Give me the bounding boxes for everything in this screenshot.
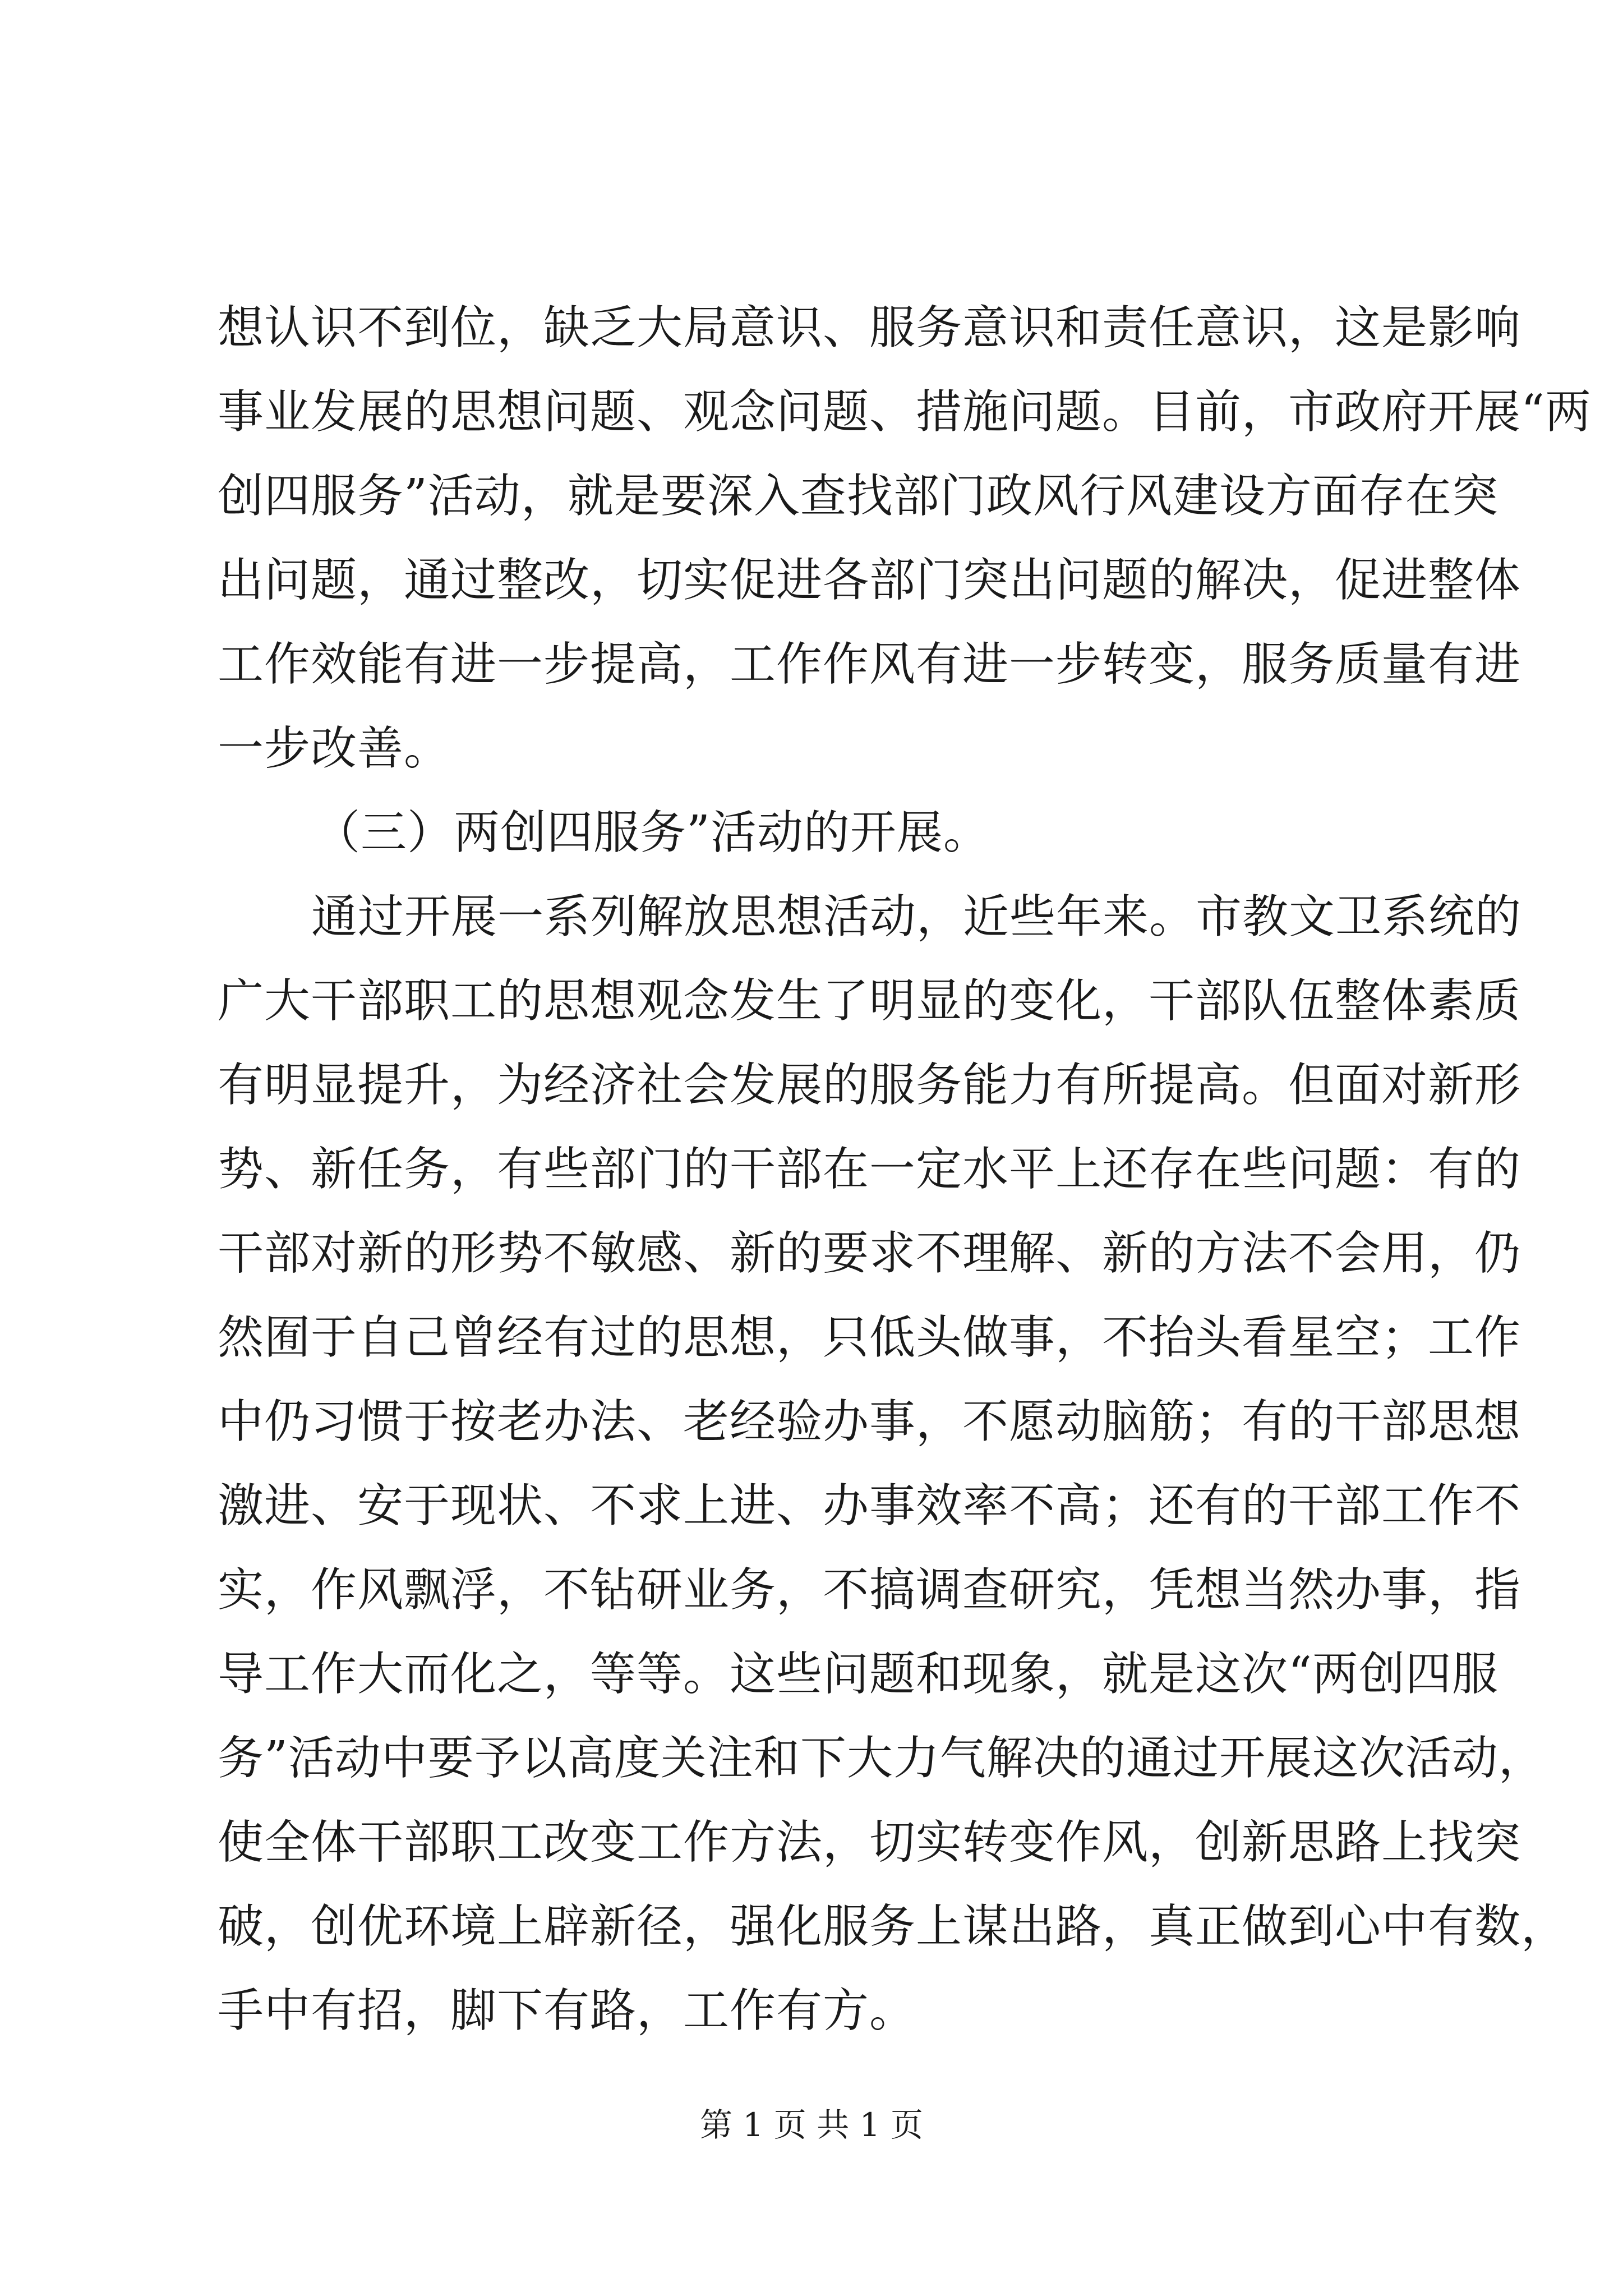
text-line: 事业发展的思想问题、观念问题、措施问题。目前，市政府开展“两: [218, 385, 1592, 439]
text-line: 工作效能有进一步提高，工作作风有进一步转变，服务质量有进: [218, 638, 1521, 691]
text-line: 广大干部职工的思想观念发生了明显的变化，干部队伍整体素质: [218, 974, 1521, 1028]
text-line: 中仍习惯于按老办法、老经验办事，不愿动脑筋；有的干部思想: [218, 1395, 1521, 1448]
text-line: 一步改善。: [218, 722, 451, 775]
text-line: 想认识不到位，缺乏大局意识、服务意识和责任意识，这是影响: [218, 301, 1521, 355]
text-line: 务”活动中要予以高度关注和下大力气解决的通过开展这次活动，: [218, 1732, 1545, 1785]
text-line: 激进、安于现状、不求上进、办事效率不高；还有的干部工作不: [218, 1479, 1521, 1533]
text-line: 导工作大而化之，等等。这些问题和现象，就是这次“两创四服: [218, 1648, 1498, 1701]
text-line: 出问题，通过整改，切实促进各部门突出问题的解决，促进整体: [218, 554, 1521, 607]
paragraph-first-line: 通过开展一系列解放思想活动，近些年来。市教文卫系统的: [311, 890, 1522, 944]
text-line: 实，作风飘浮，不钻研业务，不搞调查研究，凭想当然办事，指: [218, 1563, 1521, 1617]
text-line: 干部对新的形势不敏感、新的要求不理解、新的方法不会用，仍: [218, 1227, 1521, 1280]
text-line: 然囿于自己曾经有过的思想，只低头做事，不抬头看星空；工作: [218, 1311, 1521, 1364]
section-heading: （三）两创四服务”活动的开展。: [314, 806, 990, 859]
text-line: 势、新任务，有些部门的干部在一定水平上还存在些问题：有的: [218, 1143, 1521, 1196]
page-footer: 第 1 页 共 1 页: [700, 2106, 923, 2144]
text-line: 创四服务”活动，就是要深入查找部门政风行风建设方面存在突: [218, 470, 1498, 523]
text-line: 破，创优环境上辟新径，强化服务上谋出路，真正做到心中有数，: [218, 1900, 1568, 1953]
text-line: 使全体干部职工改变工作方法，切实转变作风，创新思路上找突: [218, 1816, 1521, 1869]
text-line: 有明显提升，为经济社会发展的服务能力有所提高。但面对新形: [218, 1059, 1521, 1112]
text-line: 手中有招，脚下有路，工作有方。: [218, 1984, 916, 2037]
